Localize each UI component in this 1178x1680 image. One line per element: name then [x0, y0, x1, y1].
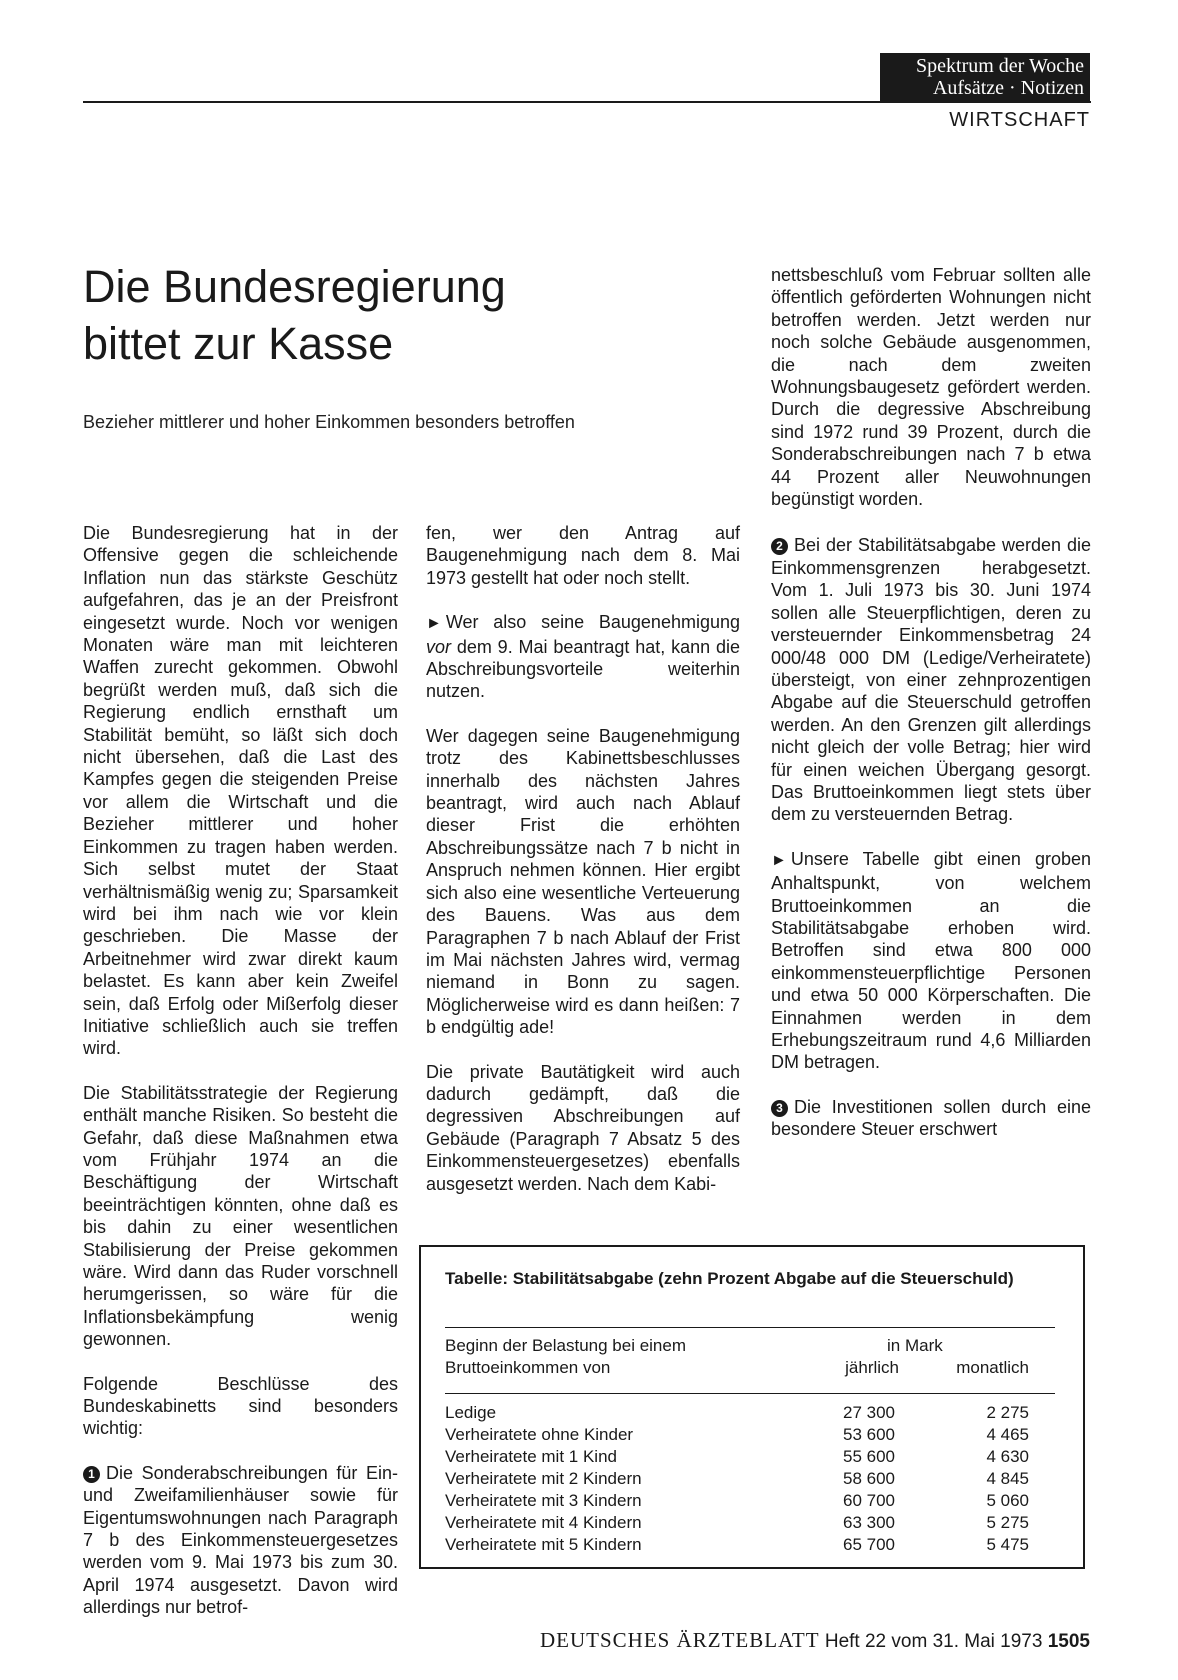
paragraph: Wer dagegen seine Baugenehmigung trotz des Kabinettsbeschlusses innerhalb des nächsten Jahres beantragt, wird auch nach Ablauf dieser Frist die erhöhten Abschreibungssätze nach 7 b nicht in Anspruch nehmen können. Hier ergibt sich also eine wesentliche Verteuerung des Bauens. Was aus dem Paragraphen 7 b nach Ablauf der Frist im Mai nächsten Jahres wird, vermag niemand in Bonn zu sagen. Möglicherweise wird es dann heißen: 7 b endgültig ade!: [426, 725, 740, 1038]
row-label: Verheiratete mit 5 Kindern: [445, 1535, 642, 1554]
row-yearly: 55 600: [843, 1447, 895, 1466]
number-2-icon: 2: [771, 538, 788, 555]
row-label: Verheiratete mit 1 Kind: [445, 1447, 617, 1466]
table-body: [445, 1402, 1055, 1556]
paragraph: [771, 534, 1091, 825]
text-column-2: [426, 522, 740, 1217]
table-head-yearly: jährlich: [845, 1358, 899, 1377]
row-yearly: 27 300: [843, 1403, 895, 1422]
row-yearly: 65 700: [843, 1535, 895, 1554]
paragraph: [771, 848, 1091, 1074]
row-label: Verheiratete mit 4 Kindern: [445, 1513, 642, 1532]
table-row: [445, 1490, 1055, 1512]
article-subtitle: Bezieher mittlerer und hoher Einkommen besonders betroffen: [83, 412, 575, 432]
table-caption: Tabelle: Stabilitätsabgabe (zehn Prozent Abgabe auf die Steuerschuld): [445, 1269, 1014, 1288]
row-monthly: 5 275: [986, 1513, 1029, 1532]
badge-line-1: Spektrum der Woche: [916, 55, 1084, 77]
data-table-box: [419, 1245, 1085, 1569]
row-label: Verheiratete mit 3 Kindern: [445, 1491, 642, 1510]
number-3-icon: 3: [771, 1100, 788, 1117]
table-row: [445, 1468, 1055, 1490]
emphasis-text: vor: [426, 636, 452, 657]
paragraph: Die Bundesregierung hat in der Offensive gegen die schleichende Inflation nun das stärkste Geschütz aufgefahren, das je an der Preisfront eingesetzt wurde. Noch vor wenigen Monaten wäre man mit leichteren Waffen zurecht gekommen. Obwohl begrüßt werden muß, daß sich die Regierung endlich ernsthaft um Stabilität bemüht, so läßt sich doch nicht übersehen, daß die Last des Kampfes gegen die steigenden Preise vor allem die Wirtschaft und die Bezieher mittlerer und hoher Einkommen zu tragen haben werden. Sich selbst mutet der Staat verhältnismäßig wenig zu; Sparsamkeit wird bei ihm nach wie vor klein geschrieben. Die Masse der Arbeitnehmer wird zwar direkt kaum belastet. Es kann aber kein Zweifel sein, daß Erfolg oder Mißerfolg dieser Initiative schließlich auch sie treffen wird.: [83, 523, 398, 1059]
arrow-icon: ►: [426, 615, 442, 633]
journal-name: DEUTSCHES ÄRZTEBLATT: [540, 1628, 820, 1652]
paragraph-text: Bei der Stabilitätsabgabe werden die Einkommensgrenzen herabgesetzt. Vom 1. Juli 1973 bis 30. Juni 1974 sollen alle Steuerpflichtigen, deren zu versteuernder Einkommensbetrag 24 000/48 000 DM (Ledige/Verheiratete) übersteigt, von einer zehnprozentigen Abgabe auf die Steuerschuld getroffen werden. An den Grenzen gilt allerdings nicht gleich der volle Betrag; hier wird für einen weichen Übergang gesorgt. Das Bruttoeinkommen liegt stets über dem zu versteuernden Betrag.: [771, 535, 1091, 825]
page-number: 1505: [1047, 1631, 1090, 1652]
section-badge: [880, 53, 1090, 101]
table-row: [445, 1534, 1055, 1556]
badge-line-2: Aufsätze · Notizen: [932, 77, 1084, 99]
row-monthly: 5 475: [986, 1535, 1029, 1554]
row-monthly: 4 465: [986, 1425, 1029, 1444]
row-monthly: 2 275: [986, 1403, 1029, 1422]
row-monthly: 5 060: [986, 1491, 1029, 1510]
paragraph: Folgende Beschlüsse des Bundeskabinetts sind besonders wichtig:: [83, 1373, 398, 1439]
title-line-1: Die Bundesregierung: [83, 261, 506, 312]
header-rule: [83, 101, 1091, 103]
text-column-3: [771, 264, 1091, 1163]
paragraph: Die Stabilitätsstrategie der Regierung enthält manche Risiken. So besteht die Gefahr, daß diese Maßnahmen etwa vom Frühjahr 1974 an die Beschäftigung der Wirtschaft beeinträchtigen könnten, ohne daß es bis dahin zu einer wesentlichen Stabilisierung der Preise gekommen wäre. Wird dann das Ruder vorschnell herumgerissen, so wäre für die Inflationsbekämpfung wenig gewonnen.: [83, 1082, 398, 1350]
row-label: Verheiratete mit 2 Kindern: [445, 1469, 642, 1488]
paragraph: [771, 1096, 1091, 1141]
paragraph-text: Die Investitionen sollen durch eine besondere Steuer erschwert: [771, 1096, 1091, 1140]
paragraph-text: Wer also seine Baugenehmigung: [445, 612, 740, 633]
issue-info: Heft 22 vom 31. Mai 1973: [824, 1631, 1043, 1652]
row-label: Ledige: [445, 1403, 497, 1422]
paragraph-text: Die Sonderabschreibungen für Ein- und Zweifamilienhäuser sowie für Eigentumswohnungen nach Paragraph 7 b des Einkommensteuergesetzes werden vom 9. Mai 1973 bis zum 30. April 1974 ausgesetzt. Davon wird allerdings nur betrof-: [83, 1462, 398, 1618]
text-column-1: [83, 522, 398, 1641]
table-head-monthly: monatlich: [956, 1358, 1029, 1377]
page-footer: [540, 1628, 1090, 1653]
paragraph-text: dem 9. Mai beantragt hat, kann die Abschreibungsvorteile weiterhin nutzen.: [426, 636, 740, 702]
table-row: [445, 1446, 1055, 1468]
row-yearly: 60 700: [843, 1491, 895, 1510]
table-row: [445, 1424, 1055, 1446]
table-head-unit: in Mark: [887, 1336, 943, 1355]
table-row: [445, 1402, 1055, 1424]
row-yearly: 63 300: [843, 1513, 895, 1532]
head-left-line-1: Beginn der Belastung bei einem: [445, 1336, 686, 1355]
article-title: [83, 258, 723, 372]
paragraph: fen, wer den Antrag auf Baugenehmigung nach dem 8. Mai 1973 gestellt hat oder noch stellt.: [426, 523, 740, 588]
paragraph: [83, 1462, 398, 1619]
table-rule-top: [445, 1327, 1055, 1328]
arrow-icon: ►: [771, 851, 787, 869]
table-rule-head: [445, 1393, 1055, 1394]
number-1-icon: 1: [83, 1466, 100, 1483]
row-label: Verheiratete ohne Kinder: [445, 1425, 634, 1444]
paragraph: [426, 611, 740, 703]
title-line-2: bittet zur Kasse: [83, 318, 394, 369]
paragraph-text: Unsere Tabelle gibt einen groben Anhaltspunkt, von welchem Bruttoeinkommen an die Stabilitätsabgabe erhoben wird. Betroffen sind etwa 800 000 einkommensteuerpflichtige Personen und etwa 50 000 Körperschaften. Die Einnahmen werden in dem Erhebungszeitraum rund 4,6 Milliarden DM betragen.: [771, 848, 1091, 1073]
paragraph: nettsbeschluß vom Februar sollten alle öffentlich geförderten Wohnungen nicht betroffen werden. Jetzt werden nur noch solche Gebäude ausgenommen, die nach dem zweiten Wohnungsbaugesetz gefördert werden. Durch die degressive Abschreibung sind 1972 rund 39 Prozent, durch die Sonderabschreibungen nach 7 b etwa 44 Prozent aller Neuwohnungen begünstigt worden.: [771, 265, 1091, 510]
row-yearly: 58 600: [843, 1469, 895, 1488]
paragraph: Die private Bautätigkeit wird auch dadurch gedämpft, daß die degressiven Abschreibungen auf Gebäude (Paragraph 7 Absatz 5 des Einkommensteuergesetzes) ebenfalls ausgesetzt werden. Nach dem Kabi-: [426, 1061, 740, 1194]
section-label: WIRTSCHAFT: [949, 109, 1090, 131]
table-row: [445, 1512, 1055, 1534]
head-left-line-2: Bruttoeinkommen von: [445, 1358, 611, 1377]
row-monthly: 4 845: [986, 1469, 1029, 1488]
row-yearly: 53 600: [843, 1425, 895, 1444]
table-head-left: [445, 1335, 686, 1379]
row-monthly: 4 630: [986, 1447, 1029, 1466]
